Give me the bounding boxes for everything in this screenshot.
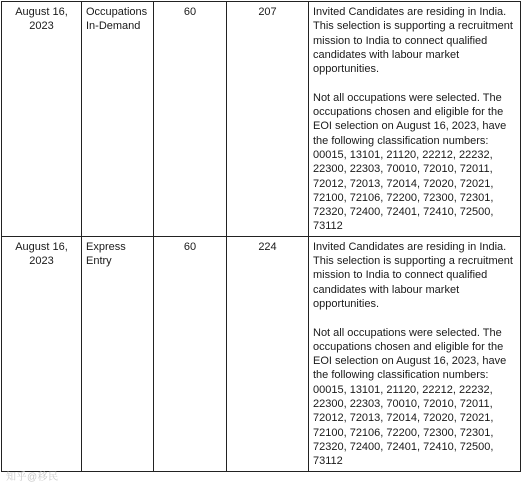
notes-paragraph-occupations: Not all occupations were selected. The occupations chosen and eligible for the EOI selection on August 16, 2023, have the following classification numbers: 00015, 13101, 21120, 22212, 22232, 22300, 22303, 70010, 72010, 72011, 72012, 72013, 72014, 72020, 72021, 72100, 72106, 72200, 72300, 72301, 72320, 72400, 72401, 72410, 72500, 73112 [313,91,507,233]
eoi-draws-table [1,1,521,472]
notes-cell [309,2,521,237]
minimum-score-cell: 60 [154,236,227,471]
draw-date-cell: August 16, 2023 [2,2,82,237]
table-row [2,236,521,471]
invitations-cell: 207 [227,2,309,237]
invitations-cell: 224 [227,236,309,471]
table-row [2,2,521,237]
notes-cell [309,236,521,471]
notes-paragraph-residence: Invited Candidates are residing in India. This selection is supporting a recruitment mission to India to connect qualified candidates with labour market opportunities. [313,240,513,310]
minimum-score-cell: 60 [154,2,227,237]
notes-paragraph-residence: Invited Candidates are residing in India. This selection is supporting a recruitment mission to India to connect qualified candidates with labour market opportunities. [313,6,513,76]
watermark: 知乎@移民 [6,472,59,483]
notes-paragraph-occupations: Not all occupations were selected. The occupations chosen and eligible for the EOI selection on August 16, 2023, have the following classification numbers: 00015, 13101, 21120, 22212, 22232, 22300, 22303, 70010, 72010, 72011, 72012, 72013, 72014, 72020, 72021, 72100, 72106, 72200, 72300, 72301, 72320, 72400, 72401, 72410, 72500, 73112 [313,326,507,468]
draw-date-cell: August 16, 2023 [2,236,82,471]
stream-cell: Express Entry [82,236,154,471]
stream-cell: Occupations In-Demand [82,2,154,237]
